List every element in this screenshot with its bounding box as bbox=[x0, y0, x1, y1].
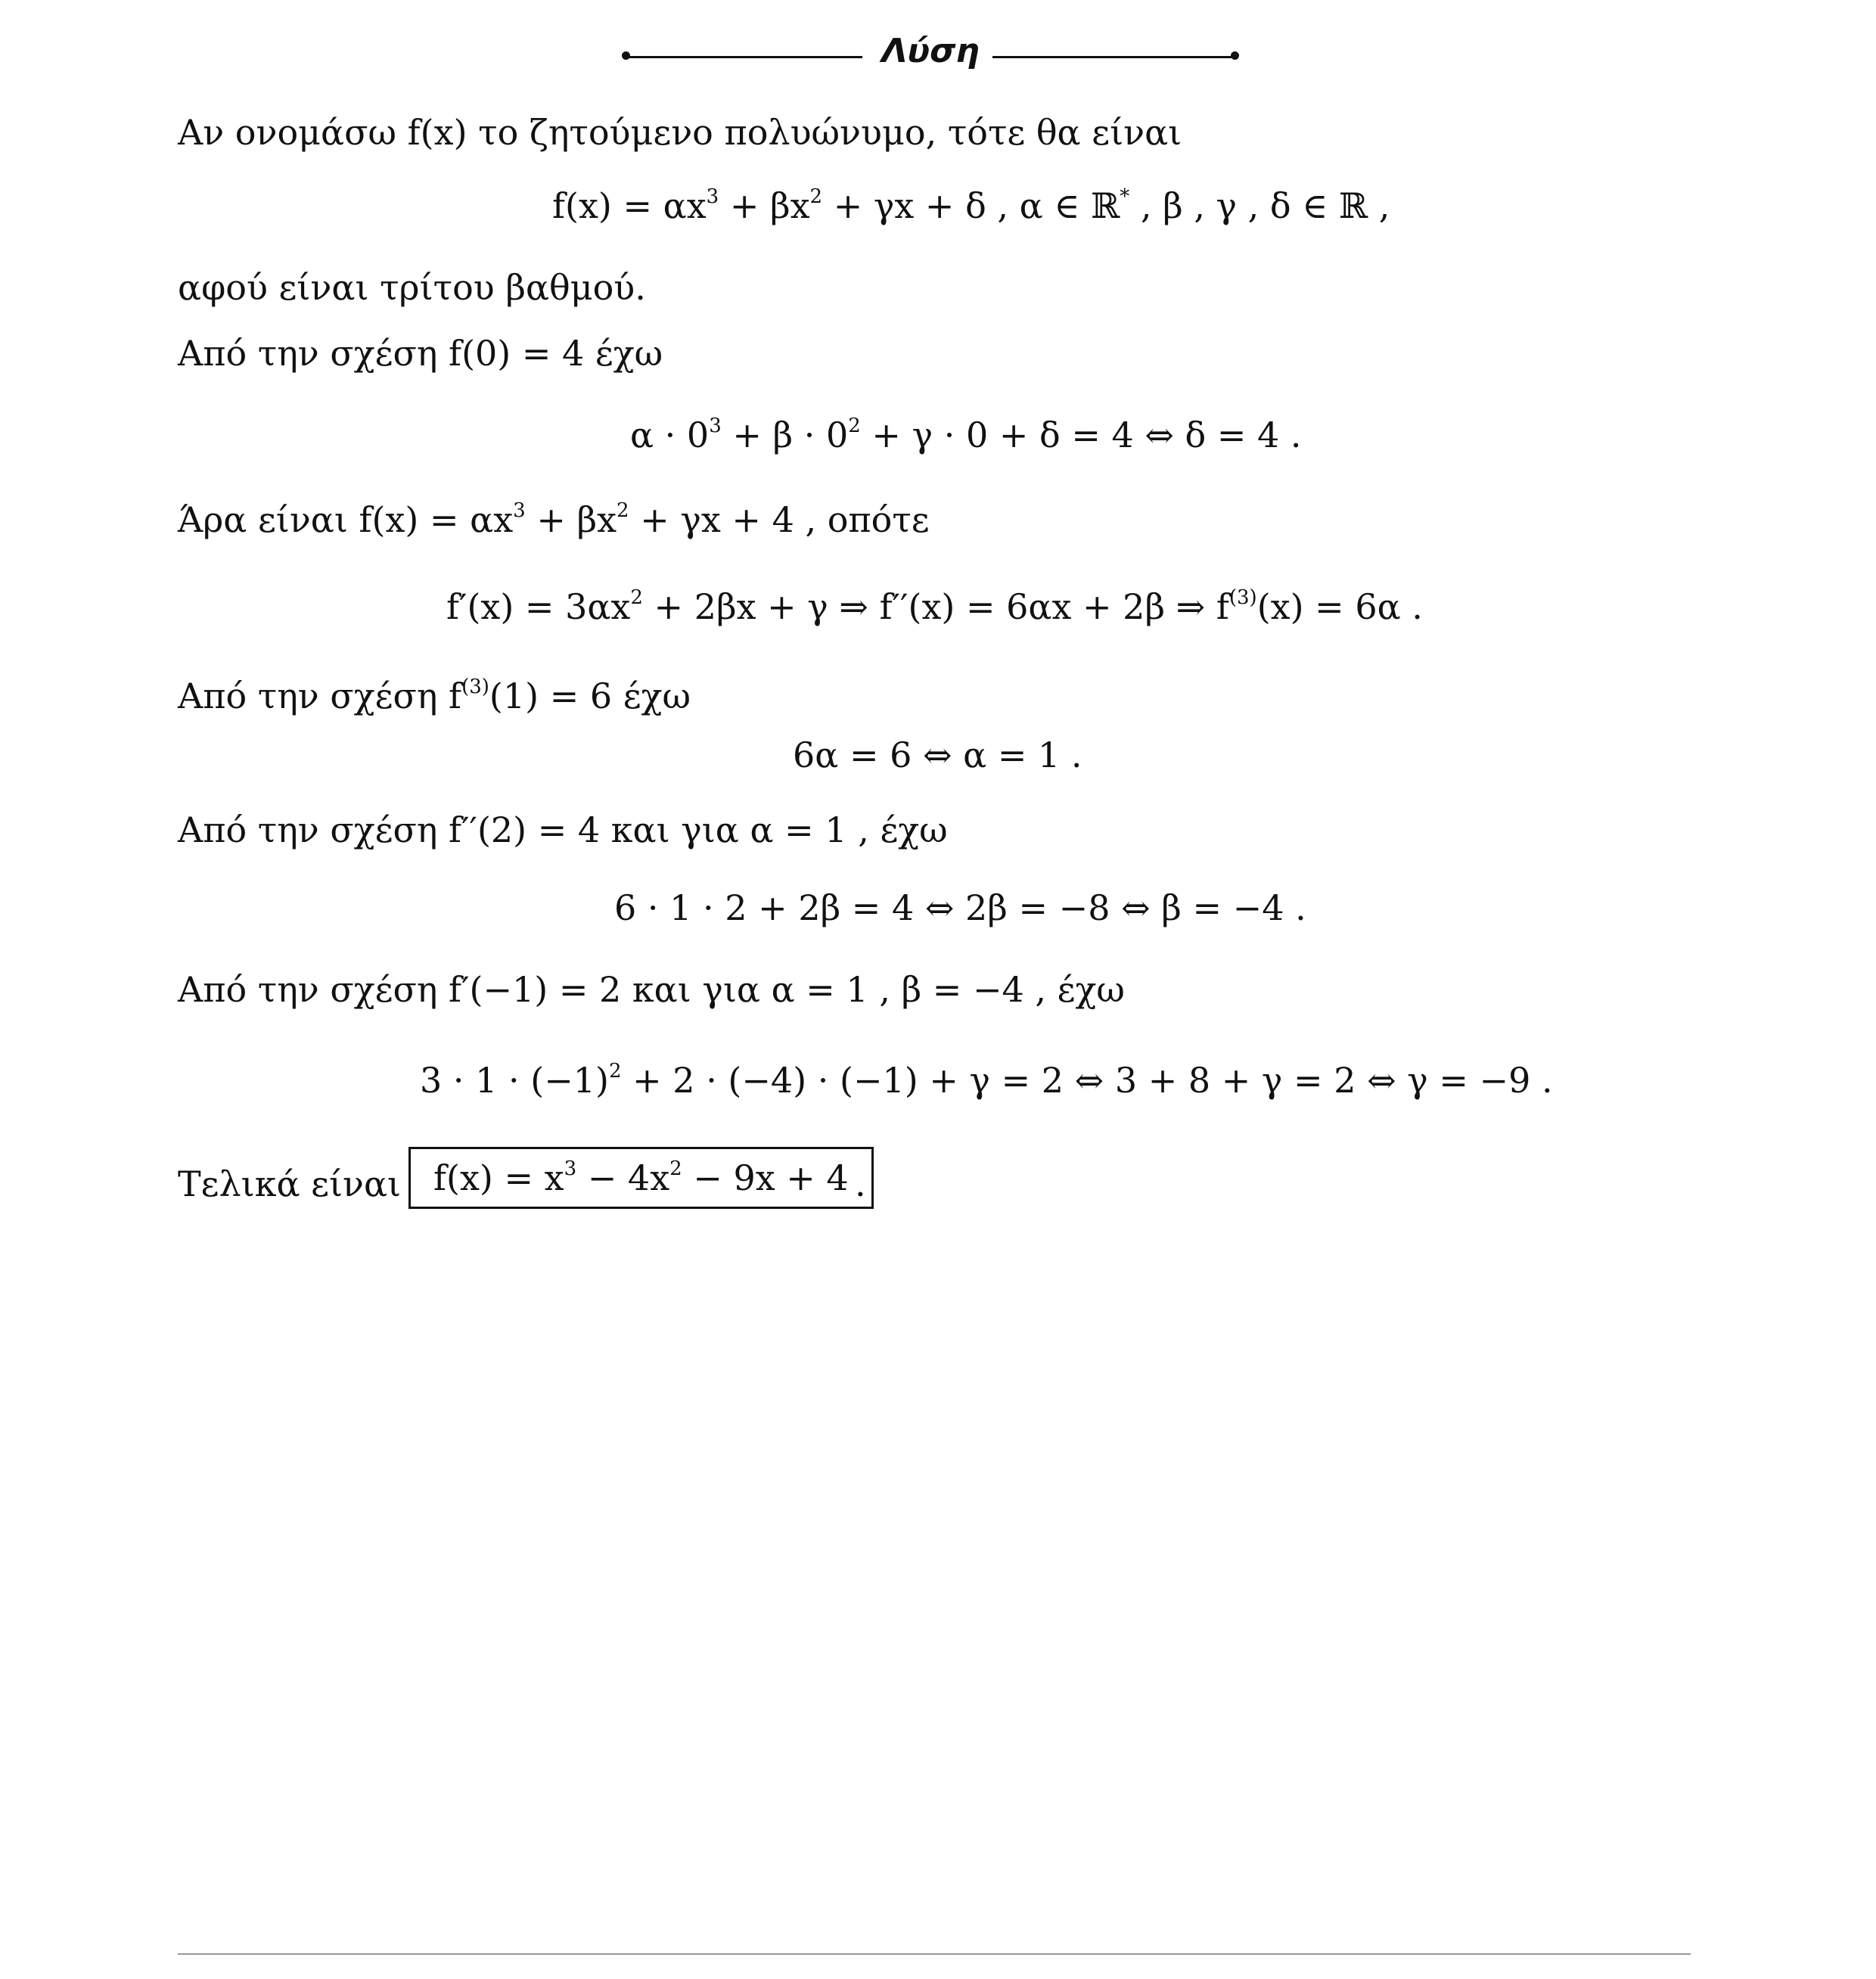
eq6-exp-2: 2 bbox=[608, 1060, 622, 1083]
equation-alpha: 6α = 6 ⇔ α = 1 . bbox=[793, 735, 1082, 775]
line5-exp-3: 3 bbox=[513, 499, 526, 522]
eq1-star: * bbox=[1120, 185, 1130, 208]
line7-part-b: (1) = 6 έχω bbox=[489, 676, 691, 716]
header-rule-right bbox=[992, 56, 1235, 58]
footer-rule bbox=[178, 1953, 1691, 1955]
final-period: . bbox=[855, 1163, 866, 1204]
text-line-9: Από την σχέση f′′(2) = 4 και για α = 1 , έχω bbox=[178, 809, 948, 850]
line5-part-b: + βx bbox=[525, 499, 617, 540]
eq2-exp-2: 2 bbox=[848, 415, 861, 437]
eq2-part-c: + γ · 0 + δ = 4 ⇔ δ = 4 . bbox=[860, 415, 1302, 455]
line5-exp-2: 2 bbox=[617, 499, 629, 522]
eq3-part-c: (x) = 6α . bbox=[1256, 586, 1423, 627]
equation-general-form bbox=[552, 183, 1390, 228]
eq3-exp-2: 2 bbox=[630, 586, 643, 609]
final-part-a: f(x) = x bbox=[433, 1157, 564, 1198]
final-exp-3: 3 bbox=[564, 1157, 577, 1180]
final-exp-2: 2 bbox=[669, 1157, 682, 1180]
eq2-part-b: + β · 0 bbox=[721, 415, 849, 455]
text-line-2: αφού είναι τρίτου βαθμού. bbox=[178, 267, 646, 308]
header-dot-right bbox=[1231, 51, 1239, 60]
line5-part-a: Άρα είναι f(x) = αx bbox=[178, 499, 514, 540]
eq6-part-b: + 2 · (−4) · (−1) + γ = 2 ⇔ 3 + 8 + γ = 2 ⇔ γ = −9 . bbox=[621, 1060, 1553, 1101]
equation-gamma bbox=[420, 1058, 1553, 1103]
eq1-exp-2: 2 bbox=[809, 185, 823, 208]
eq1-part-c: + γx + δ , α ∈ ℝ bbox=[822, 185, 1120, 226]
line5-part-c: + γx + 4 , οπότε bbox=[629, 499, 930, 540]
eq1-part-d: , β , γ , δ ∈ ℝ , bbox=[1129, 185, 1390, 226]
final-part-b: − 4x bbox=[576, 1157, 670, 1198]
eq6-part-a: 3 · 1 · (−1) bbox=[420, 1060, 609, 1101]
eq2-part-a: α · 0 bbox=[630, 415, 710, 455]
equation-delta bbox=[630, 412, 1302, 458]
eq1-exp-3: 3 bbox=[706, 185, 719, 208]
header-rule-left bbox=[626, 56, 862, 58]
text-line-13: Τελικά είναι bbox=[178, 1163, 402, 1204]
eq2-exp-3: 3 bbox=[709, 415, 722, 437]
page-title: Λύση bbox=[881, 32, 980, 70]
text-line-3: Από την σχέση f(0) = 4 έχω bbox=[178, 333, 663, 374]
line7-deriv-order: (3) bbox=[461, 676, 489, 698]
eq1-part-a: f(x) = αx bbox=[552, 185, 707, 226]
text-line-1: Αν ονομάσω f(x) το ζητούμενο πολυώνυμο, τότε θα είναι bbox=[178, 112, 1182, 153]
eq3-part-a: f′(x) = 3αx bbox=[446, 586, 631, 627]
eq1-part-b: + βx bbox=[719, 185, 810, 226]
final-answer-box bbox=[408, 1147, 874, 1209]
text-line-7 bbox=[178, 673, 691, 719]
line7-part-a: Από την σχέση f bbox=[178, 676, 462, 716]
eq3-part-b: + 2βx + γ ⇒ f′′(x) = 6αx + 2β ⇒ f bbox=[642, 586, 1229, 627]
final-part-c: − 9x + 4 bbox=[682, 1157, 849, 1198]
eq3-deriv-order: (3) bbox=[1228, 586, 1257, 609]
equation-derivatives bbox=[446, 584, 1423, 629]
final-answer bbox=[408, 1147, 874, 1209]
text-line-5 bbox=[178, 497, 930, 542]
text-line-11: Από την σχέση f′(−1) = 2 και για α = 1 , β = −4 , έχω bbox=[178, 969, 1125, 1010]
equation-beta: 6 · 1 · 2 + 2β = 4 ⇔ 2β = −8 ⇔ β = −4 . bbox=[614, 887, 1306, 928]
